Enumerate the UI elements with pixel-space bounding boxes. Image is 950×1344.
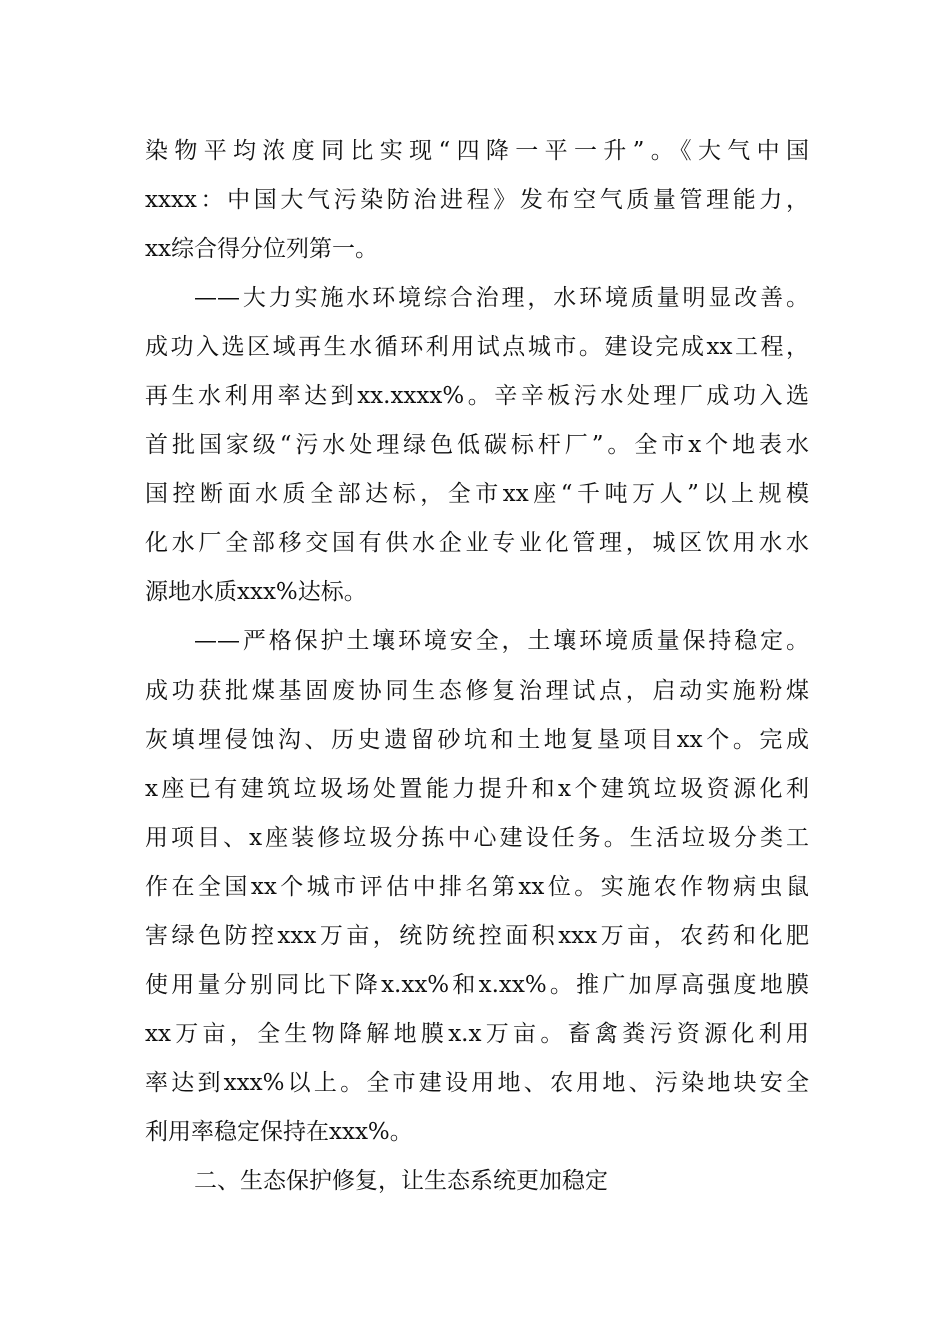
paragraph-line: 源地水质xxx%达标。 (145, 579, 367, 606)
paragraph-line: 化水厂全部移交国有供水企业专业化管理，城区饮用水水 (145, 530, 809, 557)
paragraph-line: 利用率稳定保持在xxx%。 (145, 1118, 413, 1145)
paragraph-line: xx综合得分位列第一。 (145, 236, 378, 263)
paragraph-line: 作在全国xx个城市评估中排名第xx位。实施农作物病虫鼠 (145, 873, 809, 900)
paragraph-line: 用项目、x座装修垃圾分拣中心建设任务。生活垃圾分类工 (145, 824, 809, 851)
paragraph-line: 率达到xxx%以上。全市建设用地、农用地、污染地块安全 (145, 1069, 809, 1096)
paragraph-line: 灰填埋侵蚀沟、历史遗留砂坑和土地复垦项目xx个。完成 (145, 726, 809, 753)
document-body (145, 127, 809, 1206)
paragraph-line: 成功获批煤基固废协同生态修复治理试点，启动实施粉煤 (145, 677, 809, 704)
paragraph-line: 首批国家级“污水处理绿色低碳标杆厂”。全市x个地表水 (145, 432, 809, 459)
paragraph-line: 使用量分别同比下降x.xx%和x.xx%。推广加厚高强度地膜 (145, 971, 809, 998)
paragraph-line: x座已有建筑垃圾场处置能力提升和x个建筑垃圾资源化利 (145, 775, 809, 802)
paragraph-line: 再生水利用率达到xx.xxxx%。辛辛板污水处理厂成功入选 (145, 383, 809, 410)
paragraph-line: 染物平均浓度同比实现“四降一平一升”。《大气中国 (145, 138, 809, 164)
paragraph-line: 害绿色防控xxx万亩，统防统控面积xxx万亩，农药和化肥 (145, 922, 809, 949)
paragraph-line: ——大力实施水环境综合治理，水环境质量明显改善。 (194, 285, 809, 312)
paragraph-line: ——严格保护土壤环境安全，土壤环境质量保持稳定。 (194, 628, 809, 655)
section-heading: 二、生态保护修复，让生态系统更加稳定 (194, 1167, 608, 1194)
paragraph-line: 成功入选区域再生水循环利用试点城市。建设完成xx工程， (145, 334, 809, 361)
paragraph-line: 国控断面水质全部达标，全市xx座“千吨万人”以上规模 (145, 481, 809, 508)
paragraph-line: xxxx：中国大气污染防治进程》发布空气质量管理能力， (145, 187, 809, 214)
paragraph-line: xx万亩，全生物降解地膜x.x万亩。畜禽粪污资源化利用 (145, 1020, 809, 1047)
